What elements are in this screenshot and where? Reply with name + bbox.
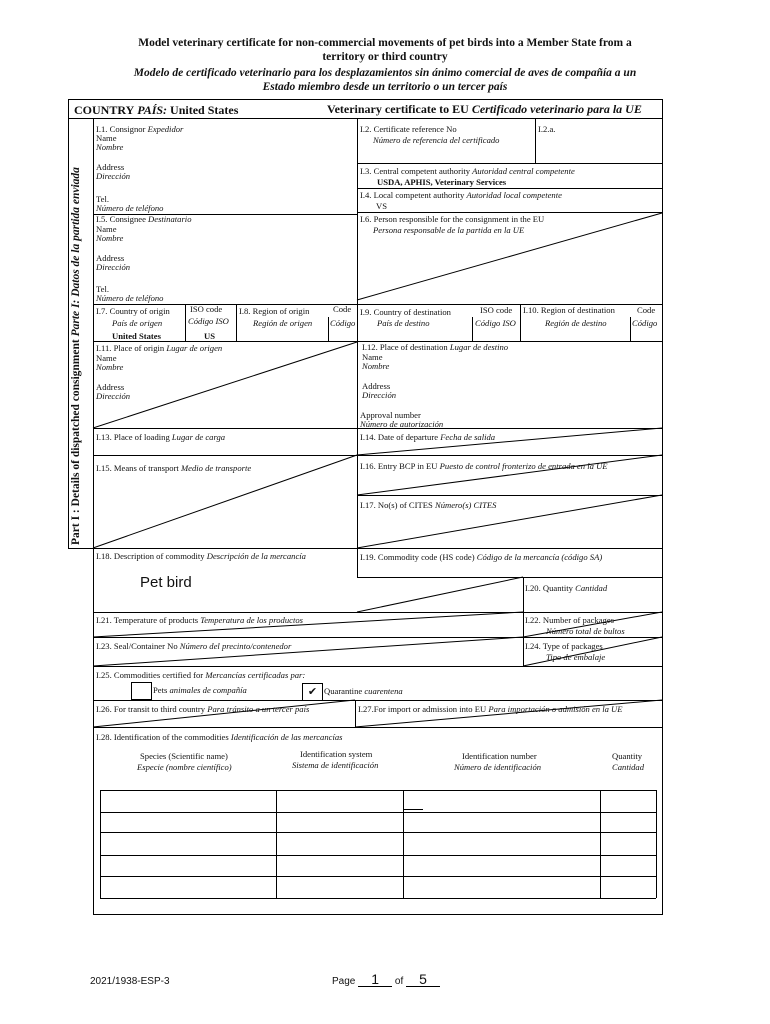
title-es-line2: Estado miembro desde un territorio o un tercer país [262,81,508,93]
field-i22-label: I.22. Number of packages [525,615,615,625]
origin-address-label-es: Dirección [96,391,131,401]
field-i13-label: I.13. Place of loading Lugar de carga [96,432,226,442]
page-number: 1 [358,972,392,987]
consignee-tel-label-es: Número de teléfono [96,293,164,303]
cert-header: Veterinary certificate to EU Certificado veterinario para la UE [327,102,642,116]
field-i12-label: I.12. Place of destination Lugar de destino [362,342,509,352]
field-i23-label: I.23. Seal/Container No Número del precinto/contenedor [96,641,292,651]
commodity-description-value: Pet bird [140,574,192,591]
col-idsys-header: Identification system [300,749,373,759]
field-i4-label: I.4. Local competent authority Autoridad local competente [360,190,562,200]
field-i15-label: I.15. Means of transport Medio de transporte [96,463,252,473]
col-species-header-es: Especie (nombre científico) [137,762,232,772]
country-origin-iso-value: US [204,331,215,341]
i7-iso-label-es: Código ISO [188,316,229,326]
col-idsys-header-es: Sistema de identificación [292,760,379,770]
local-authority-value: VS [376,201,387,211]
field-i25-label: I.25. Commodities certified for Mercancías certificadas par: [96,670,306,680]
dest-address-label: Address [362,381,391,391]
field-i28-label: I.28. Identification of the commodities Identificación de las mercancías [96,732,343,742]
pets-checkbox[interactable] [131,682,152,700]
field-i26-label: I.26. For transit to third country Para tránsito a un tercer país [96,704,310,714]
page-indicator: Page 1 of 5 [332,972,440,990]
origin-name-label: Name [96,353,117,363]
col-idnum-header: Identification number [462,751,537,761]
dest-address-label-es: Dirección [362,390,397,400]
field-i1-label: I.1. Consignor Expedidor [96,124,184,134]
field-i8-label: I.8. Region of origin [239,306,310,316]
consignor-address-label: Address [96,162,125,172]
consignee-address-label: Address [96,253,125,263]
field-i11-label: I.11. Place of origin Lugar de origen [96,343,223,353]
country-header: COUNTRY PAÍS: United States [74,103,239,117]
field-i5-label: I.5. Consignee Destinatario [96,214,192,224]
col-idnum-header-es: Número de identificación [454,762,542,772]
part1-side-label: Part I : Details of dispatched consignment Parte I: Datos de la partida enviada [70,167,82,545]
title-es-line1: Modelo de certificado veterinario para los desplazamientos sin ánimo comercial de aves de compañía a un [133,67,637,79]
consignee-name-label: Name [96,224,117,234]
page-total: 5 [406,972,440,987]
approval-label: Approval number [360,410,421,420]
i10-code-label-es: Código [632,318,658,328]
col-qty-header-es: Cantidad [612,762,644,772]
consignee-name-label-es: Nombre [96,233,124,243]
field-i8-label-es: Región de origen [253,318,313,328]
field-i24-label-es: Tipo de embalaje [546,652,606,662]
field-i27-label: I.27.For import or admission into EU Para importación o admisión en la UE [358,704,623,714]
col-qty-header: Quantity [612,751,643,761]
field-i6-label: I.6. Person responsible for the consignment in the EU [360,214,545,224]
title-en-line2: territory or third country [322,51,448,63]
field-i7-label-es: País de origen [112,318,163,328]
footer-code: 2021/1938-ESP-3 [90,976,170,987]
field-i18-label: I.18. Description of commodity Descripción de la mercancía [96,551,306,561]
dest-name-label: Name [362,352,383,362]
field-i19-label: I.19. Commodity code (HS code) Código de la mercancía (código SA) [360,552,603,562]
dest-name-label-es: Nombre [362,361,390,371]
field-i10-label-es: Región de destino [545,318,607,328]
consignor-address-label-es: Dirección [96,171,131,181]
i7-iso-label: ISO code [190,304,223,314]
consignee-address-label-es: Dirección [96,262,131,272]
consignee-tel-label: Tel. [96,284,109,294]
field-i9-label-es: País de destino [377,318,430,328]
field-i17-label: I.17. No(s) of CITES Número(s) CITES [360,500,497,510]
pets-label: Pets animales de compañía [153,685,247,695]
i8-code-label-es: Código [330,318,356,328]
field-i22-label-es: Número total de bultos [546,626,625,636]
i9-iso-label-es: Código ISO [475,318,516,328]
i8-code-label: Code [333,304,352,314]
field-i14-label: I.14. Date of departure Fecha de salida [360,432,496,442]
field-i10-label: I.10. Region of destination [523,305,615,315]
central-authority-value: USDA, APHIS, Veterinary Services [377,177,507,187]
consignor-tel-label-es: Número de teléfono [96,203,164,213]
consignor-tel-label: Tel. [96,194,109,204]
i10-code-label: Code [637,305,656,315]
field-i3-label: I.3. Central competent authority Autoridad central competente [360,166,575,176]
field-i2-label-es: Número de referencia del certificado [373,135,500,145]
i9-iso-label: ISO code [480,305,513,315]
field-i9-label: I.9. Country of destination [360,307,451,317]
approval-label-es: Número de autorización [360,419,444,429]
country-origin-value: United States [112,331,161,341]
field-i2-label: I.2. Certificate reference No [360,124,457,134]
quarantine-checkbox[interactable]: ✔ [302,683,323,701]
quarantine-label: Quarantine cuarentena [324,686,403,696]
field-i24-label: I.24. Type of packages [525,641,603,651]
field-i16-label: I.16. Entry BCP in EU Puesto de control fronterizo de entrada en la UE [360,461,608,471]
origin-address-label: Address [96,382,125,392]
col-species-header: Species (Scientific name) [140,751,228,761]
title-en-line1: Model veterinary certificate for non-commercial movements of pet birds into a Member State from a [138,37,632,49]
field-i21-label: I.21. Temperature of products Temperatura de los productos [96,615,303,625]
consignor-name-label: Name [96,133,117,143]
field-i20-label: I.20. Quantity Cantidad [525,583,608,593]
field-i2a-label: I.2.a. [538,124,556,134]
field-i7-label: I.7. Country of origin [96,306,170,316]
consignor-name-label-es: Nombre [96,142,124,152]
field-i6-label-es: Persona responsable de la partida en la UE [373,225,525,235]
origin-name-label-es: Nombre [96,362,124,372]
country-value: United States [170,103,239,117]
